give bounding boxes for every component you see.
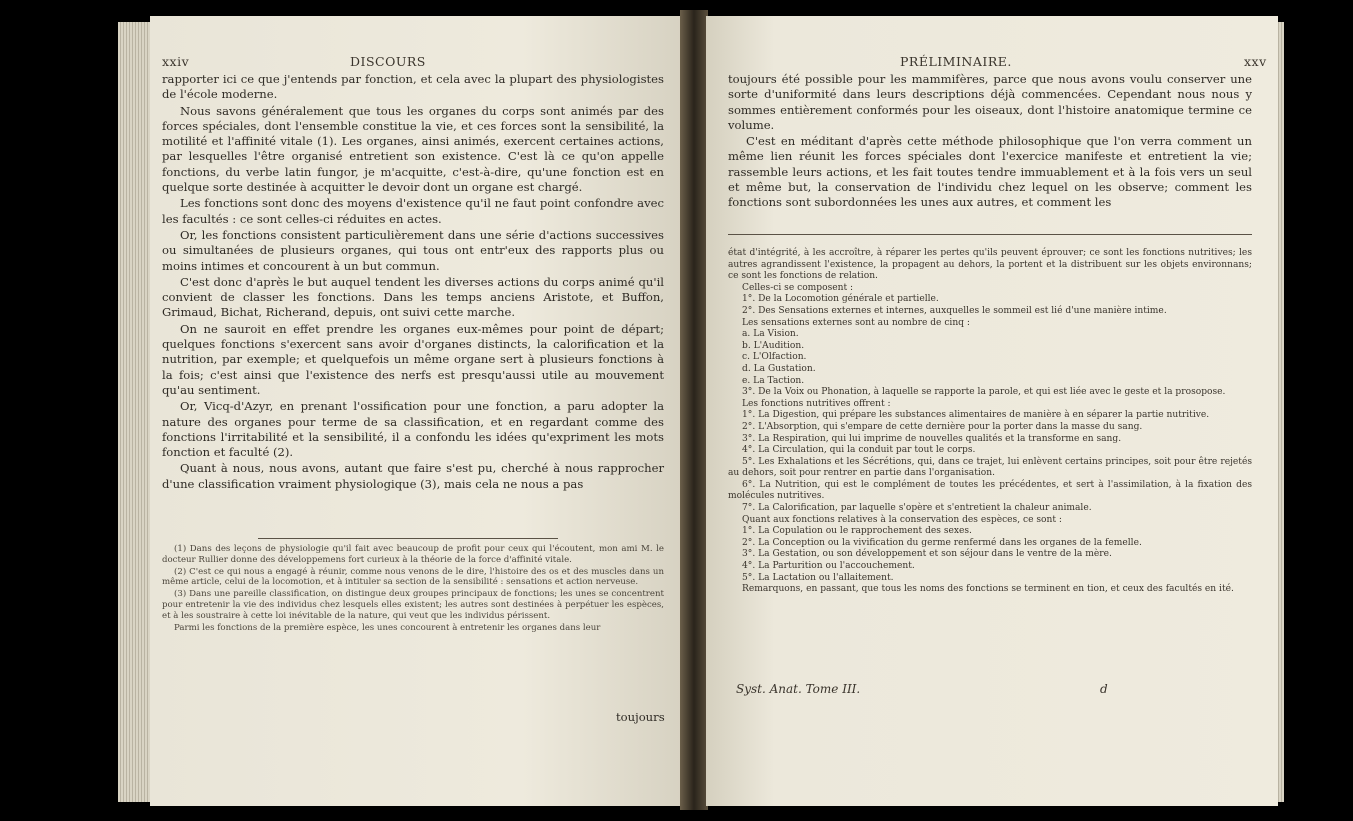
- note-line: 3°. De la Voix ou Phonation, à laquelle se rapporte la parole, et qui est liée avec le geste et la prosopose.: [742, 387, 1226, 398]
- left-running-head: DISCOURS: [350, 54, 426, 69]
- paragraph: C'est en méditant d'après cette méthode philosophique que l'on verra comment un même lien réunit les forces spéciales dont l'exercice manifeste et entretient la vie; rassemble leurs actions, et les fait toutes tendre immuablement et à la fois vers un seul et même but, la conservation de l'individu chez lequel on les observe; comment les fonctions sont subordonnées les unes aux autres, et comment les: [728, 134, 1252, 210]
- signature-letter: d: [1100, 682, 1108, 696]
- note-line: Les fonctions nutritives offrent :: [742, 398, 891, 409]
- footnote: (2) C'est ce qui nous a engagé à réunir, comme nous venons de le dire, l'histoire des os et des muscles dans un même article, celui de la locomotion, et à intituler sa section de la sensibilité : sensations et action nerveuse.: [162, 566, 664, 588]
- paragraph: On ne sauroit en effet prendre les organes eux-mêmes pour point de départ; quelques fonctions s'exercent sans avoir d'organes distincts, la calorification et la nutrition, par exemple; et quelquefois un même organe sert à plusieurs fonctions à la fois; c'est ainsi que l'existence des nerfs est presqu'aussi utile au mouvement qu'au sentiment.: [162, 321, 664, 397]
- page-edges-left: [118, 22, 154, 802]
- left-main-text: [162, 72, 664, 493]
- signature-mark: Syst. Anat. Tome III.: [736, 682, 861, 696]
- note-line: Remarquons, en passant, que tous les noms des fonctions se terminent en tion, et ceux des facultés en ité.: [742, 584, 1234, 595]
- note-line: état d'intégrité, à les accroître, à réparer les pertes qu'ils peuvent éprouver; ce sont les fonctions nutritives; les autres agrandissent l'existence, la propagent au dehors, la portent et la distribuent sur les objets environnans; ce sont les fonctions de relation.: [728, 248, 1252, 282]
- footnote: Parmi les fonctions de la première espèce, les unes concourent à entretenir les organes dans leur: [174, 622, 601, 633]
- note-line: 5°. Les Exhalations et les Sécrétions, qui, dans ce trajet, lui enlèvent certains principes, soit pour être rejetés au dehors, soit pour rentrer en partie dans l'organisation.: [728, 456, 1252, 479]
- note-line: 1°. La Copulation ou le rapprochement des sexes.: [742, 526, 972, 537]
- footnote: (3) Dans une pareille classification, on distingue deux groupes principaux de fonctions; les unes se concentrent pour entretenir la vie des individus chez lesquels elles existent; les autres sont destinées à perpétuer les espèces, et à les soustraire à cette loi inévitable de la nature, qui veut que les individus périssent.: [162, 589, 664, 621]
- right-page: [706, 16, 1278, 806]
- paragraph: rapporter ici ce que j'entends par fonction, et cela avec la plupart des physiologistes de l'école moderne.: [162, 72, 664, 102]
- paragraph: toujours été possible pour les mammifères, parce que nous avons voulu conserver une sorte d'uniformité dans leurs descriptions déjà commencées. Cependant nous nous y sommes entièrement conformés pour les oiseaux, dont l'histoire anatomique termine ce volume.: [728, 72, 1252, 132]
- note-line: 2°. Des Sensations externes et internes, auxquelles le sommeil est lié d'une manière intime.: [742, 305, 1167, 316]
- note-line: 4°. La Parturition ou l'accouchement.: [742, 561, 915, 572]
- book-gutter: [680, 10, 708, 810]
- note-line: 3°. La Respiration, qui lui imprime de nouvelles qualités et la transforme en sang.: [742, 433, 1122, 444]
- right-main-text: [728, 72, 1252, 212]
- left-page: [150, 16, 682, 806]
- note-line: 5°. La Lactation ou l'allaitement.: [742, 572, 894, 583]
- note-line: 2°. La Conception ou la vivification du germe renfermé dans les organes de la femelle.: [742, 537, 1142, 548]
- right-notes: [728, 248, 1252, 596]
- note-line: Celles-ci se composent :: [742, 282, 854, 293]
- note-line: Les sensations externes sont au nombre de cinq :: [742, 317, 970, 328]
- note-line: a. La Vision.: [742, 329, 799, 340]
- right-running-head: PRÉLIMINAIRE.: [900, 54, 1012, 69]
- note-line: d. La Gustation.: [742, 363, 816, 374]
- paragraph: Les fonctions sont donc des moyens d'existence qu'il ne faut point confondre avec les facultés : ce sont celles-ci réduites en actes.: [162, 196, 664, 226]
- paragraph: Quant à nous, nous avons, autant que faire s'est pu, cherché à nous rapprocher d'une classification vraiment physiologique (3), mais cela ne nous a pas: [162, 461, 664, 491]
- paragraph: Or, les fonctions consistent particulièrement dans une série d'actions successives ou simultanées de plusieurs organes, qui tous ont entr'eux des rapports plus ou moins intimes et concourent à un but commun.: [162, 227, 664, 273]
- paragraph: Nous savons généralement que tous les organes du corps sont animés par des forces spéciales, dont l'ensemble constitue la vie, et ces forces sont la sensibilité, la motilité et l'affinité vitale (1). Les organes, ainsi animés, exercent certaines actions, par lesquelles l'être organisé entretient son existence. C'est là ce qu'on appelle fonctions, du verbe latin fungor, je m'acquitte, c'est-à-dire, qu'une fonction est en quelque sorte destinée à acquitter le devoir dont un organe est chargé.: [162, 103, 664, 195]
- footnote: (1) Dans des leçons de physiologie qu'il fait avec beaucoup de profit pour ceux qui l'écoutent, mon ami M. le docteur Rullier donne des développemens fort curieux à la théorie de la force d'affinité vitale.: [162, 544, 664, 565]
- note-line: b. L'Audition.: [742, 340, 805, 351]
- footnote-rule: [258, 538, 558, 539]
- paragraph: Or, Vicq-d'Azyr, en prenant l'ossification pour une fonction, a paru adopter la nature des organes pour terme de sa classification, et en regardant comme des fonctions l'irritabilité et la sensibilité, il a confondu les idées qu'expriment les mots fonction et faculté (2).: [162, 399, 664, 460]
- note-line: 3°. La Gestation, ou son développement et son séjour dans le ventre de la mère.: [742, 549, 1112, 560]
- note-line: 4°. La Circulation, qui la conduit par tout le corps.: [742, 445, 976, 456]
- left-footnotes: [162, 544, 664, 634]
- note-line: 1°. La Digestion, qui prépare les substances alimentaires de manière à en séparer la partie nutritive.: [742, 410, 1210, 421]
- note-line: c. L'Olfaction.: [742, 352, 807, 363]
- note-line: 2°. L'Absorption, qui s'empare de cette dernière pour la porter dans la masse du sang.: [742, 421, 1143, 432]
- note-line: 6°. La Nutrition, qui est le complément de toutes les précédentes, et sert à l'assimilation, à la fixation des molécules nutritives.: [728, 479, 1252, 502]
- left-catchword: toujours: [616, 710, 665, 724]
- note-line: 7°. La Calorification, par laquelle s'opère et s'entretient la chaleur animale.: [742, 503, 1092, 514]
- note-line: e. La Taction.: [742, 375, 805, 386]
- note-line: 1°. De la Locomotion générale et partielle.: [742, 294, 939, 305]
- note-rule: [728, 234, 1252, 235]
- right-page-number: xxv: [1244, 54, 1267, 69]
- paragraph: C'est donc d'après le but auquel tendent les diverses actions du corps animé qu'il convient de classer les fonctions. Dans les temps anciens Aristote, et Buffon, Grimaud, Bichat, Richerand, depuis, ont suivi cette marche.: [162, 274, 664, 320]
- note-line: Quant aux fonctions relatives à la conservation des espèces, ce sont :: [742, 514, 1062, 525]
- left-page-number: xxiv: [162, 54, 190, 69]
